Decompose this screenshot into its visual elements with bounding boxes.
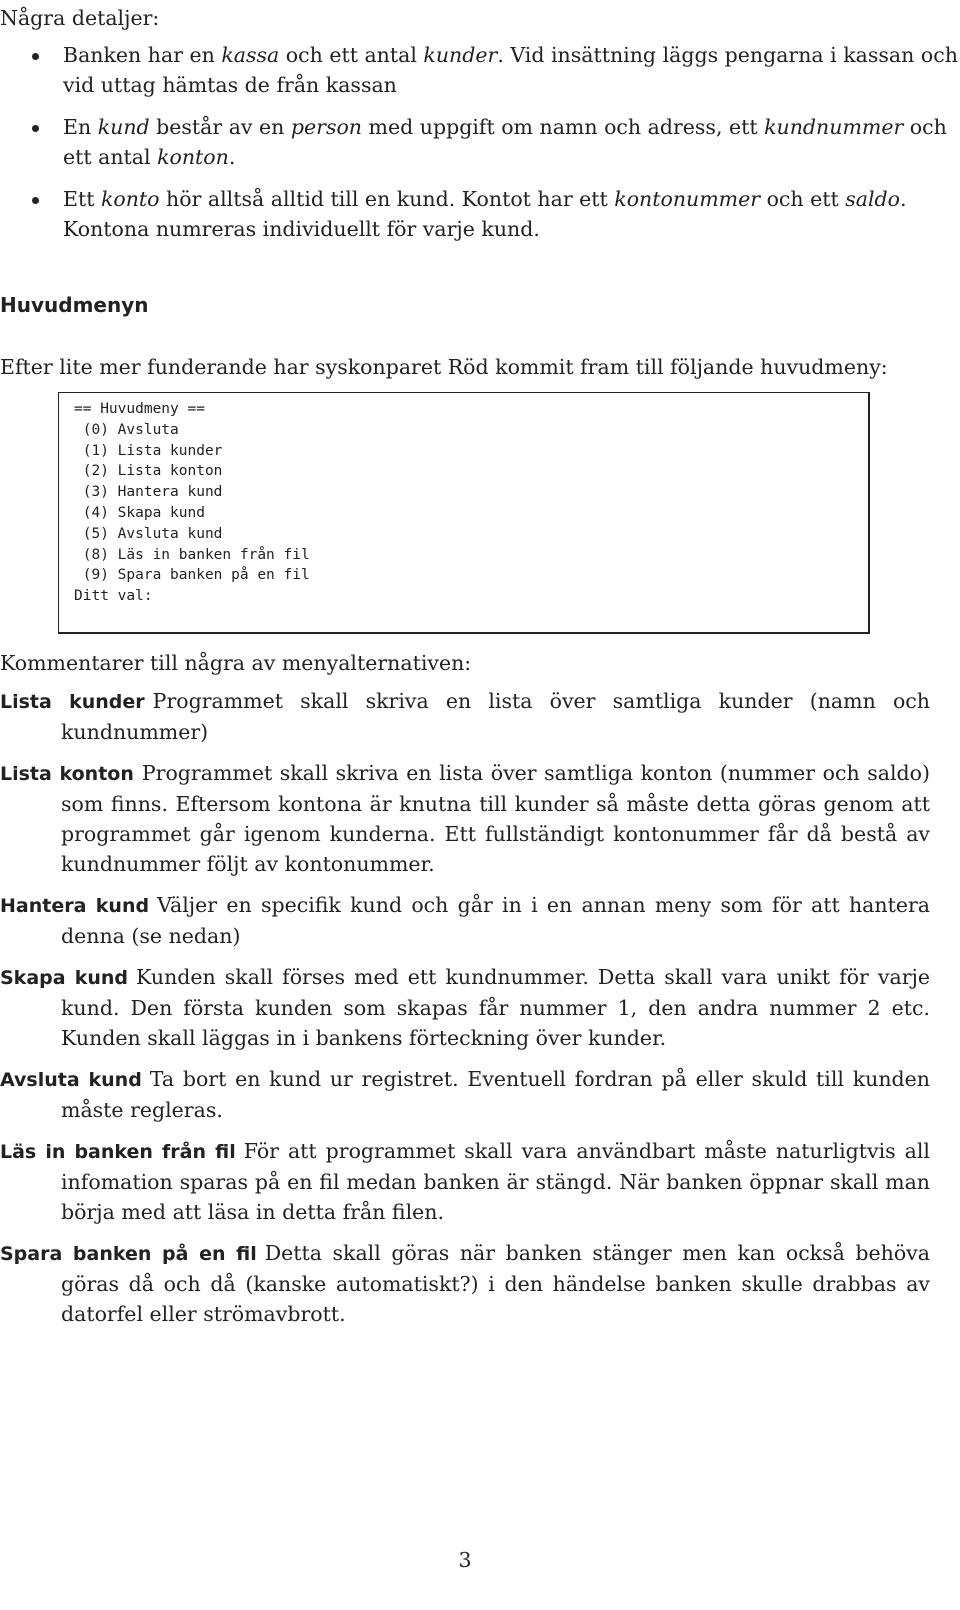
list-item (0, 184, 960, 244)
page-number: 3 (458, 1548, 472, 1572)
bullet-icon (32, 53, 39, 60)
definition-term: Skapa kund (0, 967, 128, 989)
definition-item (0, 1238, 930, 1329)
menu-code-block (58, 392, 870, 634)
definition-term: Avsluta kund (0, 1069, 142, 1091)
definition-text: Ta bort en kund ur registret. Eventuell fordran på eller skuld till kunden måste regleras. (61, 1067, 930, 1122)
code-line: (0) Avsluta (74, 421, 179, 438)
definition-text: Programmet skall skriva en lista över samtliga kunder (namn och kundnummer) (61, 689, 930, 744)
definition-text: För att programmet skall vara användbart måste naturligtvis all infomation sparas på en fil medan banken är stängd. När banken öppnar skall man börja med att läsa in detta från filen. (61, 1139, 930, 1224)
bullet-icon (32, 197, 39, 204)
section-heading: Huvudmenyn (0, 293, 149, 317)
list-item (0, 40, 960, 100)
code-line: (5) Avsluta kund (74, 525, 223, 542)
definition-text: Väljer en specifik kund och går in i en annan meny som för att hantera denna (se nedan) (61, 893, 930, 948)
code-line: (3) Hantera kund (74, 484, 223, 501)
list-item (0, 112, 960, 172)
definition-term: Lista konton (0, 763, 134, 785)
definition-text: Programmet skall skriva en lista över samtliga konton (nummer och saldo) som finns. Eftersom kontona är knutna till kunder så måste detta göras genom att programmet går igenom kunderna. Ett fullständigt kontonummer får då bestå av kundnummer följt av kontonummer. (61, 761, 930, 876)
definition-text: Detta skall göras när banken stänger men kan också behöva göras då och då (kanske automatiskt?) i den händelse banken skulle drabbas av datorfel eller strömavbrott. (61, 1241, 930, 1326)
definition-term: Hantera kund (0, 895, 150, 917)
details-list (0, 40, 960, 256)
lead-text: Några detaljer: (0, 6, 160, 30)
comments-intro: Kommentarer till några av menyalternativen: (0, 651, 472, 675)
bullet-icon (32, 125, 39, 132)
definition-term: Lista kunder (0, 691, 145, 713)
code-line: (2) Lista konton (74, 463, 223, 480)
definition-term: Läs in banken från fil (0, 1141, 236, 1163)
bullet-text: Ett konto hör alltså alltid till en kund. Kontot har ett kontonummer och ett saldo. Kontona numreras individuellt för varje kund. (63, 187, 907, 241)
definition-item (0, 1136, 930, 1227)
definition-item (0, 890, 930, 951)
bullet-text: Banken har en kassa och ett antal kunder. Vid insättning läggs pengarna i kassan och vid uttag hämtas de från kassan (63, 43, 958, 97)
code-line: (4) Skapa kund (74, 504, 205, 521)
code-line: (8) Läs in banken från fil (74, 546, 310, 563)
definition-list (0, 686, 930, 1340)
definition-item (0, 962, 930, 1053)
definition-item (0, 686, 930, 747)
code-line: (1) Lista kunder (74, 442, 223, 459)
definition-term: Spara banken på en fil (0, 1243, 257, 1265)
code-line: (9) Spara banken på en fil (74, 567, 310, 584)
code-line: == Huvudmeny == (74, 401, 205, 417)
definition-item (0, 1064, 930, 1125)
bullet-text: En kund består av en person med uppgift om namn och adress, ett kundnummer och ett antal konton. (63, 115, 947, 169)
intro-paragraph: Efter lite mer funderande har syskonparet Röd kommit fram till följande huvudmeny: (0, 355, 888, 379)
definition-text: Kunden skall förses med ett kundnummer. Detta skall vara unikt för varje kund. Den första kunden som skapas får nummer 1, den andra nummer 2 etc. Kunden skall läggas in i bankens förteckning över kunder. (61, 965, 930, 1050)
definition-item (0, 758, 930, 879)
code-line: Ditt val: (74, 588, 153, 605)
